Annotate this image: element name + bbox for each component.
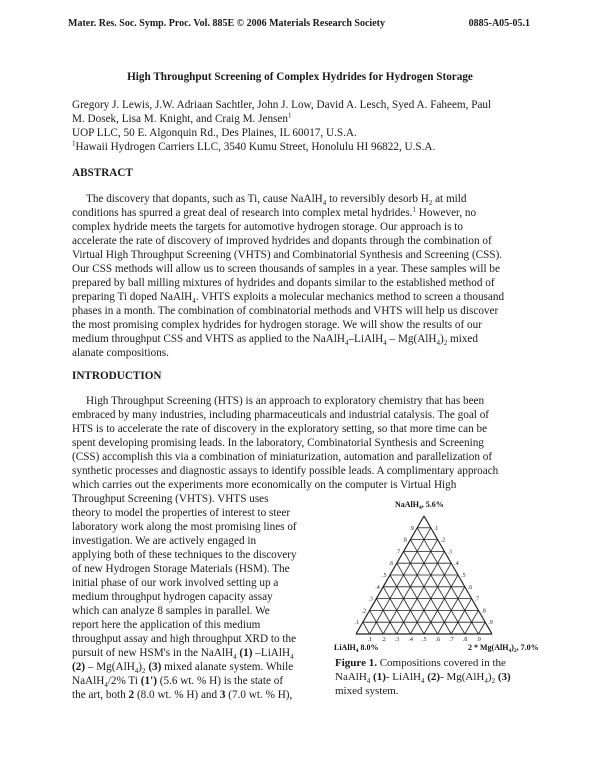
grid-line: [397, 551, 445, 634]
paper-title: High Throughput Screening of Complex Hydrides for Hydrogen Storage: [127, 71, 473, 83]
right-edge-tick-label: .5: [461, 573, 466, 579]
grid-line: [424, 575, 458, 634]
left-edge-tick-label: .8: [402, 537, 407, 544]
bottom-edge-tick-label: .1: [367, 637, 373, 643]
grid-line: [370, 525, 431, 634]
left-edge-tick-label: .4: [375, 584, 380, 591]
right-edge-tick-label: .6: [467, 584, 473, 591]
right-edge-tick-label: .2: [440, 537, 446, 544]
left-edge-tick-label: .7: [395, 549, 401, 556]
bottom-edge-tick-label: .6: [435, 637, 441, 643]
bottom-edge-tick-label: .4: [408, 637, 413, 643]
vertex-label-naalh4: NaAlH$_4$, 5.6%: [395, 500, 444, 511]
vertex-label-lialh4: LiAlH$_4$ 8.0%: [334, 643, 379, 654]
bottom-edge-tick-label: .7: [449, 637, 454, 643]
left-edge-tick-label: .5: [382, 573, 387, 579]
authors-line: M. Dosek, Lisa M. Knight, and Craig M. Jensen$^1$: [72, 111, 292, 125]
left-edge-tick-label: .6: [388, 561, 394, 568]
left-edge-tick-label: .9: [409, 525, 414, 532]
left-edge-tick-label: .3: [368, 596, 373, 603]
grid-line: [417, 525, 478, 634]
vertex-label-mg-alh4-2: $2 * Mg(AlH_4)_2$, 7.0%: [468, 643, 539, 654]
right-edge-tick-label: .7: [474, 596, 480, 603]
page-id: 0885-A05-05.1: [468, 18, 530, 29]
grid-line: [363, 622, 370, 634]
affiliation: $^1$Hawaii Hydrogen Carriers LLC, 3540 Kumu Street, Honolulu HI 96822, U.S.A.: [72, 139, 436, 153]
bottom-edge-tick-label: .9: [476, 637, 481, 643]
introduction-heading: INTRODUCTION: [72, 370, 162, 382]
left-edge-tick-label: .1: [354, 620, 360, 627]
bottom-edge-tick-label: .8: [462, 637, 468, 643]
authors-line: Gregory J. Lewis, J.W. Adriaan Sachtler, John J. Low, David A. Lesch, Syed A. Faheem, Paul: [72, 99, 492, 111]
right-edge-tick-label: .9: [488, 620, 493, 627]
bottom-edge-tick-label: .3: [394, 637, 400, 643]
right-edge-tick-label: .1: [433, 525, 439, 532]
triangle-tick-labels: [355, 526, 493, 643]
bottom-edge-tick-label: .2: [381, 637, 386, 643]
ternary-composition-diagram: [332, 498, 594, 654]
triangle-grid: [356, 516, 492, 634]
left-edge-tick-label: .2: [361, 608, 367, 615]
grid-line: [404, 551, 452, 634]
grid-line: [478, 622, 485, 634]
journal-header: Mater. Res. Soc. Symp. Proc. Vol. 885E © 2006 Materials Research Society: [68, 18, 385, 29]
right-edge-tick-label: .3: [447, 549, 452, 556]
grid-line: [390, 575, 424, 634]
right-edge-tick-label: .8: [481, 608, 486, 615]
bottom-edge-tick-label: .5: [422, 637, 427, 643]
right-edge-tick-label: .4: [454, 561, 459, 568]
abstract-heading: ABSTRACT: [72, 167, 133, 179]
affiliation: UOP LLC, 50 E. Algonquin Rd., Des Plaines, IL 60017, U.S.A.: [72, 127, 357, 139]
